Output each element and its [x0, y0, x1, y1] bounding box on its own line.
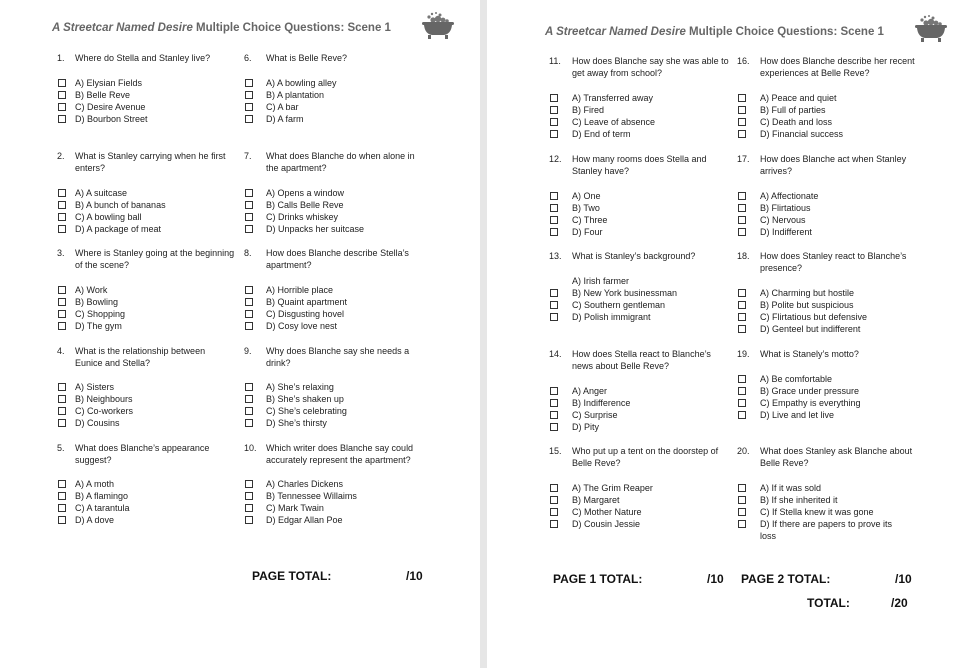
question-number: 15.: [549, 446, 562, 456]
checkbox[interactable]: [738, 216, 746, 224]
checkbox[interactable]: [738, 387, 746, 395]
page2-total-label: PAGE 2 TOTAL:: [741, 572, 831, 586]
question-number: 16.: [737, 56, 750, 66]
page-total-max: /10: [406, 569, 423, 583]
checkbox[interactable]: [58, 310, 66, 318]
grand-total-label: TOTAL:: [807, 596, 850, 610]
checkbox[interactable]: [738, 94, 746, 102]
checkbox[interactable]: [550, 496, 558, 504]
checkbox[interactable]: [245, 407, 253, 415]
checkbox[interactable]: [550, 192, 558, 200]
question-text: How does Stanley react to Blanche’s presence?: [760, 251, 907, 273]
checkbox[interactable]: [550, 204, 558, 212]
checkbox[interactable]: [738, 399, 746, 407]
checkbox[interactable]: [738, 313, 746, 321]
question-number: 6.: [244, 53, 252, 63]
checkbox[interactable]: [245, 298, 253, 306]
checkbox[interactable]: [550, 106, 558, 114]
checkbox[interactable]: [245, 115, 253, 123]
checkbox[interactable]: [58, 407, 66, 415]
question-text: How does Blanche say she was able to get away from school?: [572, 56, 729, 78]
checkbox[interactable]: [58, 383, 66, 391]
question-text: Which writer does Blanche say could accurately represent the apartment?: [266, 443, 414, 465]
page-total-label: PAGE TOTAL:: [252, 569, 332, 583]
question-text: What does Blanche do when alone in the apartment?: [266, 151, 415, 173]
checkbox[interactable]: [245, 516, 253, 524]
checkbox[interactable]: [245, 213, 253, 221]
question-number: 12.: [549, 154, 562, 164]
checkbox[interactable]: [245, 504, 253, 512]
checkbox[interactable]: [245, 79, 253, 87]
question-text: What is Belle Reve?: [266, 53, 348, 63]
checkbox[interactable]: [58, 395, 66, 403]
checkbox[interactable]: [245, 91, 253, 99]
bathtub-icon: [420, 10, 456, 40]
question-text: What does Stanley ask Blanche about Belle Reve?: [760, 446, 913, 468]
question-number: 20.: [737, 446, 750, 456]
question-text: What is Stanley’s background?: [572, 251, 696, 261]
grand-total-max: /20: [891, 596, 908, 610]
checkbox[interactable]: [245, 201, 253, 209]
checkbox[interactable]: [738, 301, 746, 309]
checkbox[interactable]: [738, 130, 746, 138]
page-header: [52, 22, 391, 34]
checkbox[interactable]: [550, 313, 558, 321]
checkbox[interactable]: [245, 419, 253, 427]
checkbox[interactable]: [738, 508, 746, 516]
checkbox[interactable]: [58, 201, 66, 209]
question-text: How does Blanche describe her recent experiences at Belle Reve?: [760, 56, 915, 78]
checkbox[interactable]: [550, 94, 558, 102]
header-title-rest: Multiple Choice Questions: Scene 1: [196, 22, 391, 34]
question-text: What is the relationship between Eunice and Stella?: [75, 346, 206, 368]
checkbox[interactable]: [738, 204, 746, 212]
question-number: 3.: [57, 248, 65, 258]
checkbox[interactable]: [58, 189, 66, 197]
header-title-italic: A Streetcar Named Desire: [52, 22, 193, 34]
checkbox[interactable]: [738, 496, 746, 504]
question-text: Where do Stella and Stanley live?: [75, 53, 211, 63]
checkbox[interactable]: [738, 375, 746, 383]
checkbox[interactable]: [245, 286, 253, 294]
worksheet-page-left: A Streetcar Named Desire Multiple Choice Questions: Scene 1 1. Where do Stella and Stanley live? A) Elysian Fields B) Belle Reve C) Desire Avenue D) Bourbon Street 2. What is Stanley carrying when he first enters? A) A suitcase B) A bunch of bananas C) A bowling ball D) A package of meat 3. Where is Stanley going at the beginning of the scene? A) Work B) Bowling C) Shopping D) The gym 4. What is the relationship between Eunice and Stella? A) Sisters B) Neighbours C) Co-workers D) Cousins 5. What does Blanche’s appearance suggest? A) A moth B) A flamingo C) A tarantula D) A dove 6. What is Belle Reve? A) A bowling alley B) A plantation C) A bar D) A farm 7. What does Blanche do when alone in the apartment? A) Opens a window B) Calls Belle Reve C) Drinks whiskey D) Unpacks her suitcase 8. How does Blanche describe Stella’s apartment? A) Horrible place B) Quaint apartment C) Disgusting hovel D) Cosy love nest 9. Why does Blanche say she needs a drink? A) She’s relaxing B) She’s shaken up C) She’s celebrating D) She’s thirsty 10. Which writer does Blanche say could accurately represent the apartment? A) Charles Dickens B) Tennessee Willaims C) Mark Twain D) Edgar Allan Poe PAGE TOTAL: /10: [0, 0, 480, 668]
question-number: 19.: [737, 349, 750, 359]
checkbox[interactable]: [245, 189, 253, 197]
checkbox[interactable]: [58, 504, 66, 512]
checkbox[interactable]: [550, 289, 558, 297]
checkbox[interactable]: [245, 492, 253, 500]
checkbox[interactable]: [58, 419, 66, 427]
header-title-rest: Multiple Choice Questions: Scene 1: [689, 26, 884, 38]
question-number: 14.: [549, 349, 562, 359]
question-text: How does Blanche describe Stella’s apartment?: [266, 248, 409, 270]
question-number: 9.: [244, 346, 252, 356]
question-text: What is Stanley carrying when he first enters?: [75, 151, 226, 173]
checkbox[interactable]: [738, 192, 746, 200]
question-number: 17.: [737, 154, 750, 164]
checkbox[interactable]: [245, 395, 253, 403]
checkbox[interactable]: [245, 310, 253, 318]
question-number: 13.: [549, 251, 562, 261]
checkbox[interactable]: [738, 411, 746, 419]
checkbox[interactable]: [550, 411, 558, 419]
checkbox[interactable]: [738, 289, 746, 297]
checkbox[interactable]: [58, 103, 66, 111]
question-text: How many rooms does Stella and Stanley have?: [572, 154, 707, 176]
page1-total-label: PAGE 1 TOTAL:: [553, 572, 643, 586]
worksheet-page-right: A Streetcar Named Desire Multiple Choice Questions: Scene 1 11. How does Blanche say she was able to get away from school? A) Transferred away B) Fired C) Leave of absence D) End of term 12. How many rooms does Stella and Stanley have? A) One B) Two C) Three D) Four 13. What is Stanley’s background? A) Irish farmer B) New York businessman C) Southern gentleman D) Polish immigrant 14. How does Stella react to Blanche’s news about Belle Reve? A) Anger B) Indifference C) Surprise D) Pity 15. Who put up a tent on the doorstep of Belle Reve? A) The Grim Reaper B) Margaret C) Mother Nature D) Cousin Jessie 16. How does Blanche describe her recent experiences at Belle Reve? A) Peace and quiet B) Full of parties C) Death and loss D) Financial success 17. How does Blanche act when Stanley arrives? A) Affectionate B) Flirtatious C) Nervous D) Indifferent 18. How does Stanley react to Blanche’s presence? A) Charming but hostile B) Polite but suspicious C) Flirtatious but defensive D) Genteel but indifferent 19. What is Stanely’s motto? A) Be comfortable B) Grace under pressure C) Empathy is everything D) Live and let live 20. What does Stanley ask Blanche about Belle Reve? A) If it was sold B) If she inherited it C) If Stella knew it was gone D) If there are papers to prove its loss PAGE 1 TOTAL: /10 PAGE 2 TOTAL: /10 TOTAL: /20: [487, 0, 962, 668]
checkbox[interactable]: [550, 399, 558, 407]
checkbox[interactable]: [245, 480, 253, 488]
bathtub-icon: [913, 13, 949, 43]
checkbox[interactable]: [550, 130, 558, 138]
checkbox[interactable]: [58, 480, 66, 488]
checkbox[interactable]: [550, 423, 558, 431]
checkbox[interactable]: [550, 520, 558, 528]
question-number: 2.: [57, 151, 65, 161]
checkbox[interactable]: [550, 387, 558, 395]
question-number: 8.: [244, 248, 252, 258]
checkbox[interactable]: [58, 322, 66, 330]
question-number: 10.: [244, 443, 257, 453]
question-number: 5.: [57, 443, 65, 453]
checkbox[interactable]: [58, 516, 66, 524]
checkbox[interactable]: [58, 213, 66, 221]
checkbox[interactable]: [738, 118, 746, 126]
checkbox[interactable]: [550, 508, 558, 516]
question-number: 11.: [549, 56, 561, 66]
checkbox[interactable]: [550, 118, 558, 126]
page1-total-max: /10: [707, 572, 724, 586]
question-number: 4.: [57, 346, 65, 356]
checkbox[interactable]: [550, 301, 558, 309]
question-number: 1.: [57, 53, 65, 63]
question-number: 18.: [737, 251, 750, 261]
question-text: Why does Blanche say she needs a drink?: [266, 346, 410, 368]
question-text: What is Stanely’s motto?: [760, 349, 859, 359]
checkbox[interactable]: [245, 322, 253, 330]
checkbox[interactable]: [58, 115, 66, 123]
question-text: Who put up a tent on the doorstep of Belle Reve?: [572, 446, 719, 468]
checkbox[interactable]: [245, 225, 253, 233]
checkbox[interactable]: [550, 216, 558, 224]
header-title-italic: A Streetcar Named Desire: [545, 26, 686, 38]
checkbox[interactable]: [738, 484, 746, 492]
checkbox[interactable]: [58, 91, 66, 99]
checkbox[interactable]: [738, 228, 746, 236]
question-text: Where is Stanley going at the beginning of the scene?: [75, 248, 235, 270]
checkbox[interactable]: [58, 492, 66, 500]
page-header: [545, 26, 884, 38]
question-number: 7.: [244, 151, 252, 161]
checkbox[interactable]: [738, 520, 746, 528]
checkbox[interactable]: [58, 298, 66, 306]
checkbox[interactable]: [58, 79, 66, 87]
checkbox[interactable]: [245, 383, 253, 391]
checkbox[interactable]: [58, 225, 66, 233]
checkbox[interactable]: [550, 484, 558, 492]
question-text: How does Stella react to Blanche’s news about Belle Reve?: [572, 349, 711, 371]
checkbox[interactable]: [245, 103, 253, 111]
question-text: What does Blanche’s appearance suggest?: [75, 443, 210, 465]
checkbox[interactable]: [738, 106, 746, 114]
question-text: How does Blanche act when Stanley arrives?: [760, 154, 907, 176]
checkbox[interactable]: [58, 286, 66, 294]
page2-total-max: /10: [895, 572, 912, 586]
checkbox[interactable]: [738, 325, 746, 333]
checkbox[interactable]: [550, 228, 558, 236]
